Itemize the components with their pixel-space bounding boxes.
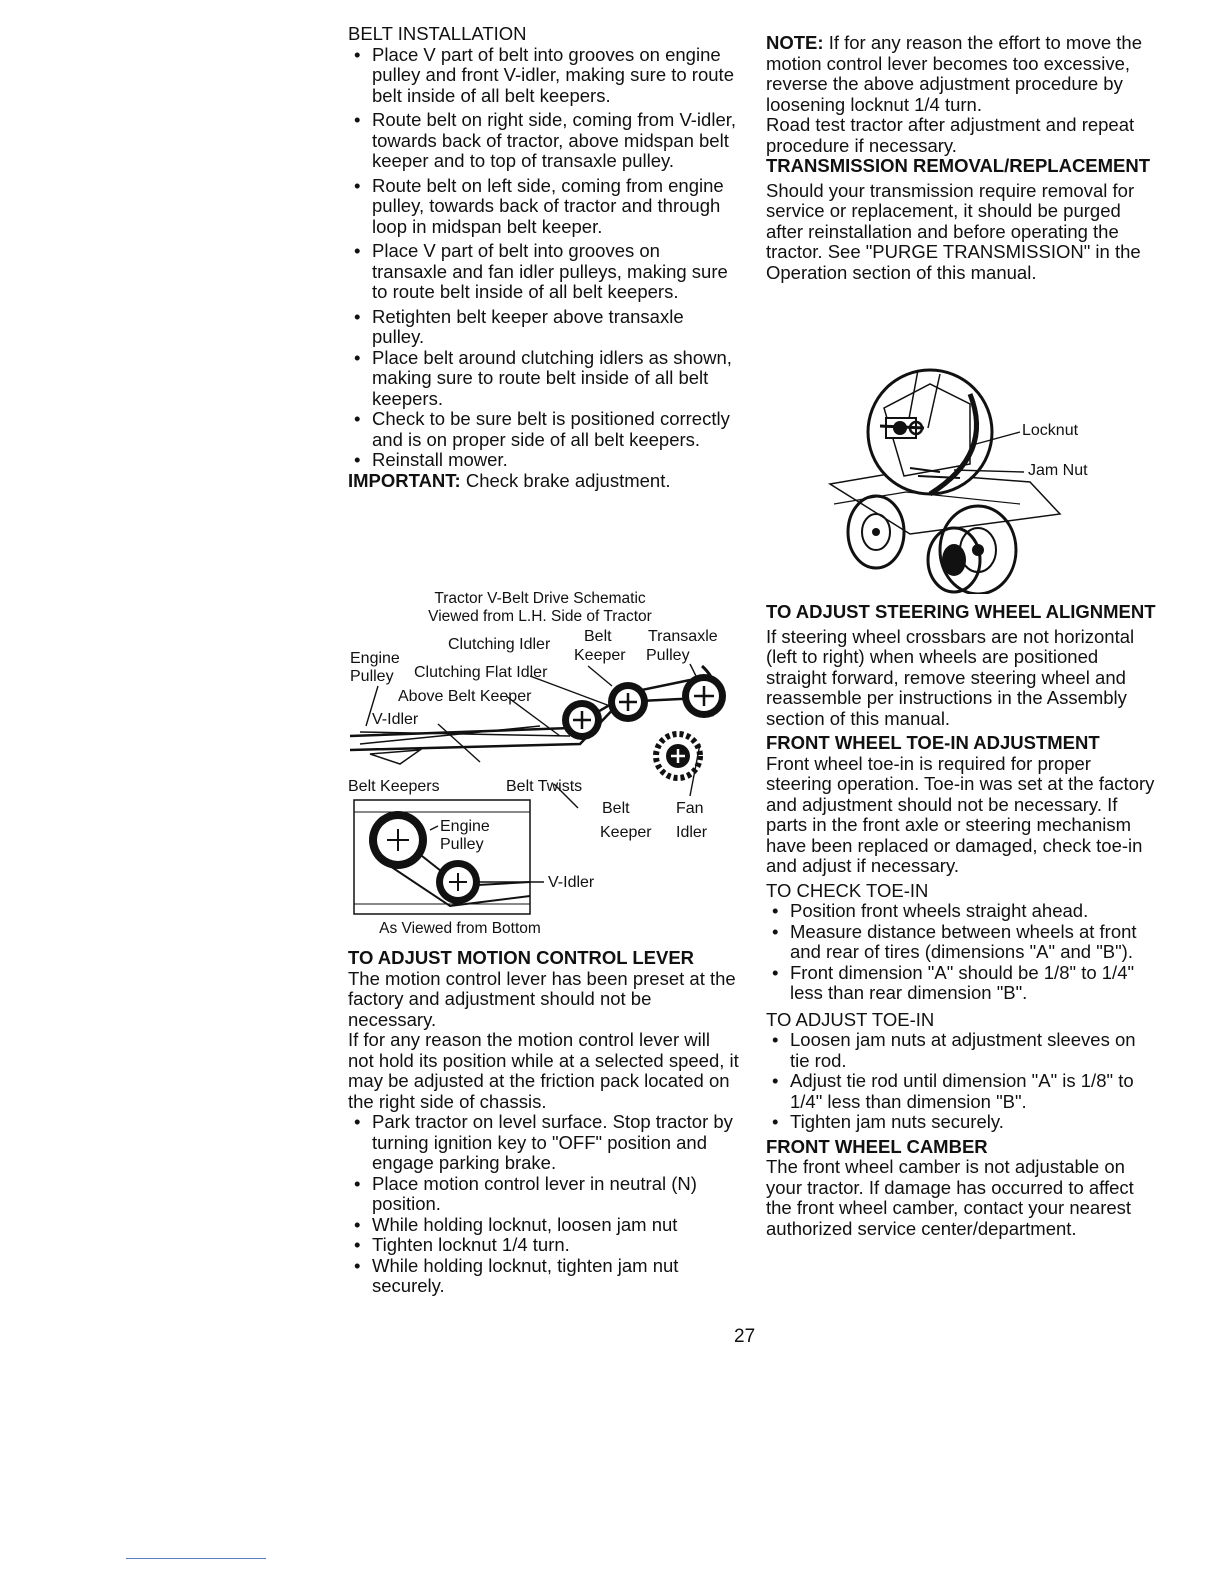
toe-in-title: FRONT WHEEL TOE-IN ADJUSTMENT (766, 732, 1100, 753)
motion-control-list (348, 1112, 740, 1297)
motion-control-section (348, 948, 740, 1297)
camber-title: FRONT WHEEL CAMBER (766, 1135, 988, 1157)
check-toe-in-list (766, 901, 1158, 1004)
label-belt-2: Belt (602, 800, 630, 817)
motion-control-p1: The motion control lever has been preset at the factory and adjustment should not be necessary. (348, 967, 736, 1030)
v-idler-bottom (436, 860, 480, 904)
transmission-text: Should your transmission require removal for service or replacement, it should be purged after reinstallation and before operating the tractor. See "PURGE TRANSMISSION" in the Operation section of this manual. (766, 179, 1141, 283)
important-text: Check brake adjustment. (460, 469, 671, 491)
fan-idler-pulley (656, 734, 700, 778)
engine-pulley-bottom (369, 811, 427, 869)
front-wheel-left (848, 496, 904, 568)
label-belt: Belt (584, 628, 612, 645)
transmission-title: TRANSMISSION REMOVAL/REPLACEMENT (766, 155, 1151, 176)
label-jam-nut: Jam Nut (1028, 462, 1088, 479)
clutching-idler-pulley (562, 700, 602, 740)
label-transaxle: Transaxle (648, 628, 718, 645)
camber-text: The front wheel camber is not adjustable on your tractor. If damage has occurred to affect the front wheel camber, contact your nearest authorized service center/department. (766, 1156, 1134, 1239)
right-column-lower (766, 602, 1158, 1239)
steering-text: If steering wheel crossbars are not horizontal (left to right) when wheels are positioned straight forward, remove steering wheel and reassemble per instructions in the Assembly section of this manual. (766, 625, 1135, 729)
note-paragraph (766, 33, 1158, 115)
label-engine-2: Engine (440, 818, 490, 835)
list-item: • While holding locknut, tighten jam nut securely. (348, 1256, 740, 1297)
list-item: • Retighten belt keeper above transaxle pulley. (348, 307, 740, 348)
label-transaxle-pulley: Pulley (646, 647, 690, 664)
motion-control-title: TO ADJUST MOTION CONTROL LEVER (348, 947, 695, 968)
note-label: NOTE: (766, 32, 824, 53)
divider (126, 1558, 266, 1559)
check-toe-in-title: TO CHECK TOE-IN (766, 879, 929, 901)
important-note (348, 471, 740, 492)
belt-installation-list (348, 45, 740, 471)
adjust-toe-in-list (766, 1030, 1158, 1133)
label-keeper-2: Keeper (600, 824, 652, 841)
schematic-drawing (340, 586, 750, 946)
list-item: • Adjust tie rod until dimension "A" is 1/8" to 1/4" less than dimension "B". (766, 1071, 1158, 1112)
label-above-belt-keeper: Above Belt Keeper (398, 688, 532, 705)
zoom-circle (868, 370, 992, 494)
label-belt-keepers: Belt Keepers (348, 778, 440, 795)
list-item: • Place motion control lever in neutral (N) position. (348, 1174, 740, 1215)
bottom-view-caption: As Viewed from Bottom (379, 920, 541, 937)
transaxle-pulley (682, 674, 726, 718)
schematic-caption-1: Tractor V-Belt Drive Schematic (434, 590, 646, 607)
label-engine: Engine (350, 650, 400, 667)
list-item: • Tighten jam nuts securely. (766, 1112, 1158, 1133)
label-clutching-flat-idler: Clutching Flat Idler (414, 664, 548, 681)
list-item: • Place V part of belt into grooves on transaxle and fan idler pulleys, making sure to route belt inside of all belt keepers. (348, 241, 740, 303)
label-v-idler: V-Idler (372, 711, 419, 728)
motion-control-p2: If for any reason the motion control lever will not hold its position while at a selected speed, it may be adjusted at the friction pack located on the right side of chassis. (348, 1029, 739, 1112)
label-pulley-3: Pulley (440, 836, 484, 853)
list-item: • Place belt around clutching idlers as shown, making sure to route belt inside of all belt keepers. (348, 348, 740, 410)
label-locknut: Locknut (1022, 422, 1079, 439)
left-column (348, 24, 740, 491)
label-belt-twists: Belt Twists (506, 778, 583, 795)
clutching-flat-idler-pulley (608, 682, 648, 722)
list-item: • Reinstall mower. (348, 450, 740, 471)
page-number: 27 (734, 1326, 756, 1347)
label-pulley: Pulley (350, 668, 394, 685)
locknut-illustration (820, 364, 1130, 594)
road-test-paragraph: Road test tractor after adjustment and repeat procedure if necessary. (766, 114, 1135, 156)
label-v-idler-2: V-Idler (548, 874, 595, 891)
locknut-drawing (820, 364, 1130, 594)
list-item: • Park tractor on level surface. Stop tractor by turning ignition key to "OFF" position and engage parking brake. (348, 1112, 740, 1174)
v-belt-schematic (340, 586, 750, 946)
label-idler: Idler (676, 824, 708, 841)
list-item: • Measure distance between wheels at front and rear of tires (dimensions "A" and "B"). (766, 922, 1158, 963)
label-fan: Fan (676, 800, 704, 817)
label-clutching-idler: Clutching Idler (448, 636, 551, 653)
list-item: • Loosen jam nuts at adjustment sleeves on tie rod. (766, 1030, 1158, 1071)
schematic-caption-2: Viewed from L.H. Side of Tractor (428, 608, 652, 625)
note-text: If for any reason the effort to move the motion control lever becomes too excessive, reverse the above adjustment procedure by loosening locknut 1/4 turn. (766, 32, 1143, 115)
list-item: • Position front wheels straight ahead. (766, 901, 1158, 922)
label-keeper: Keeper (574, 647, 626, 664)
steering-title: TO ADJUST STEERING WHEEL ALIGNMENT (766, 601, 1156, 622)
list-item: • Route belt on left side, coming from engine pulley, towards back of tractor and through loop in midspan belt keeper. (348, 176, 740, 238)
list-item: • While holding locknut, loosen jam nut (348, 1215, 740, 1236)
adjust-toe-in-title: TO ADJUST TOE-IN (766, 1008, 935, 1030)
belt-installation-title: BELT INSTALLATION (348, 23, 527, 44)
list-item: • Front dimension "A" should be 1/8" to 1/4" less than rear dimension "B". (766, 963, 1158, 1004)
toe-in-text: Front wheel toe-in is required for proper steering operation. Toe-in was set at the factory and adjustment should not be necessary. If parts in the front axle or steering mechanism have been replaced or damaged, check toe-in and adjust if necessary. (766, 752, 1155, 876)
right-column (766, 33, 1158, 283)
list-item: • Route belt on right side, coming from V-idler, towards back of tractor, above midspan belt keeper and to top of transaxle pulley. (348, 110, 740, 172)
list-item: • Place V part of belt into grooves on engine pulley and front V-idler, making sure to route belt inside of all belt keepers. (348, 45, 740, 107)
important-label: IMPORTANT: (348, 469, 461, 491)
list-item: • Check to be sure belt is positioned correctly and is on proper side of all belt keepers. (348, 409, 740, 450)
list-item: • Tighten locknut 1/4 turn. (348, 1235, 740, 1256)
